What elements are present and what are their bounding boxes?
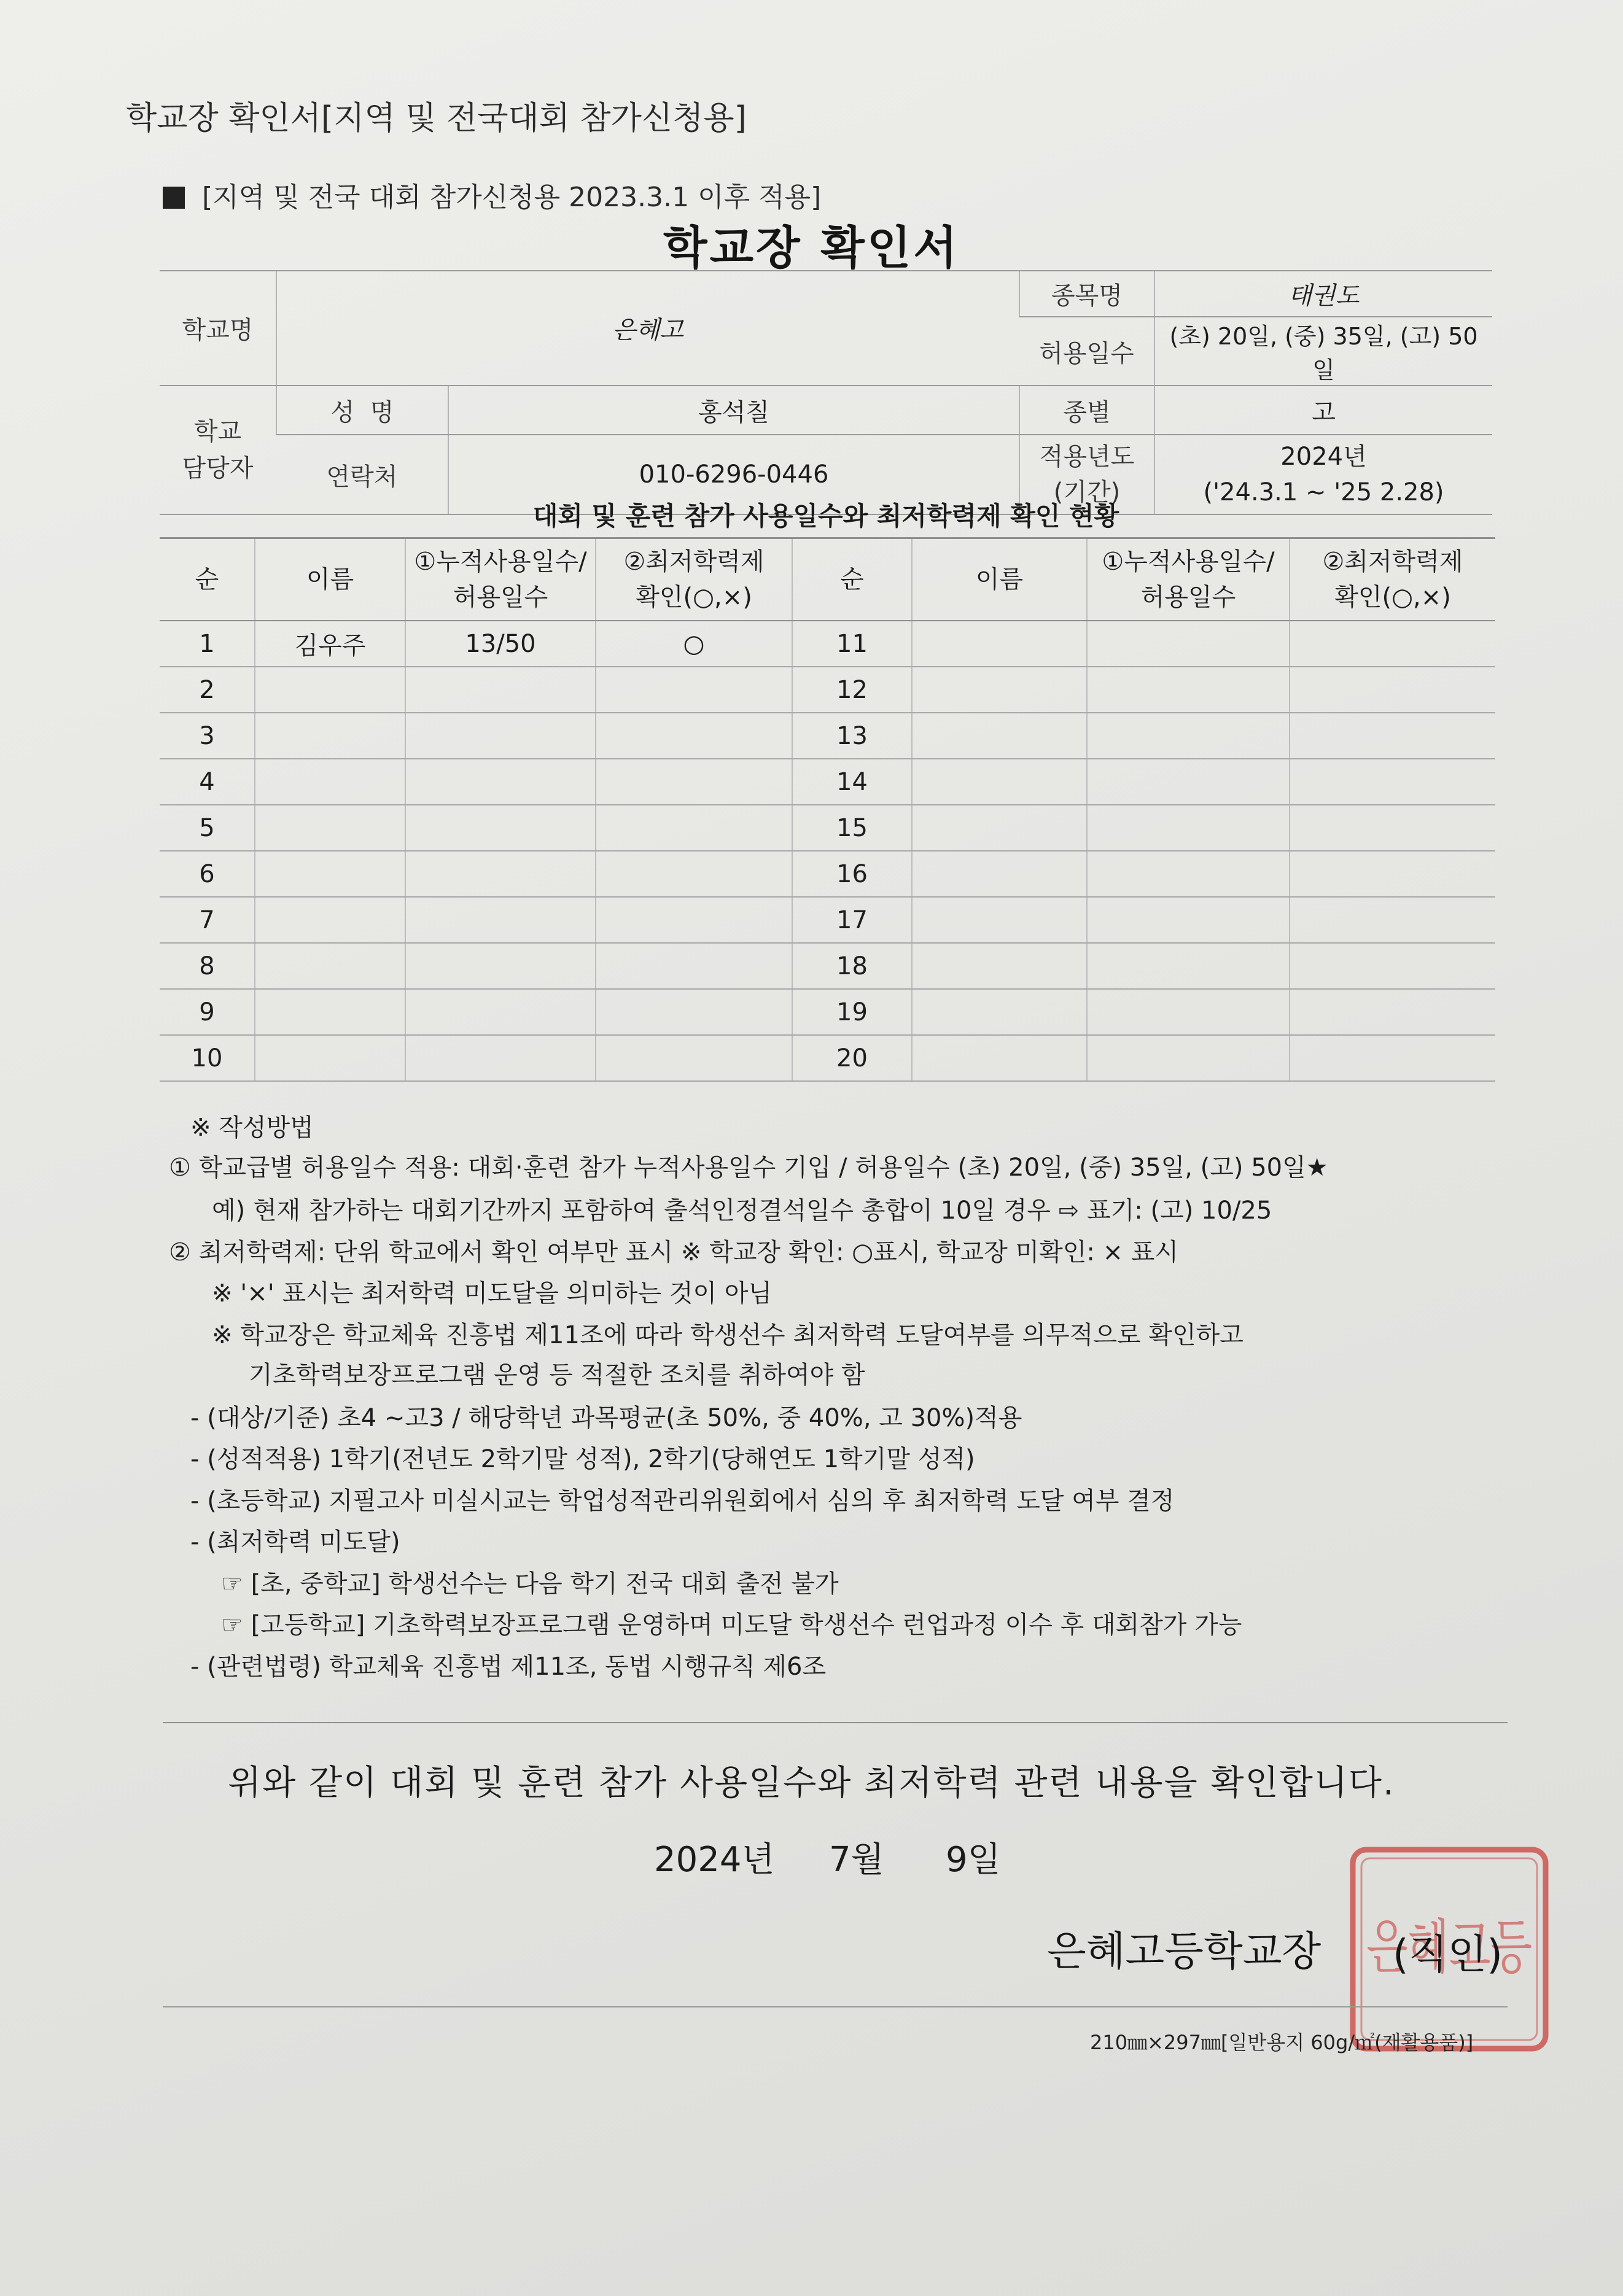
manager-label: 학교 담당자 xyxy=(160,386,276,514)
participants-table xyxy=(160,537,1495,1082)
table-cell: 16 xyxy=(792,851,912,897)
table-cell xyxy=(1087,943,1290,989)
bottom-divider xyxy=(163,2006,1508,2007)
table-cell xyxy=(1290,621,1495,667)
table-cell: 15 xyxy=(792,805,912,851)
table-cell xyxy=(596,1035,792,1081)
table-cell xyxy=(1290,805,1495,851)
table-cell xyxy=(1290,667,1495,713)
instruction-line: ① 학교급별 허용일수 적용: 대회·훈련 참가 누적사용일수 기입 / 허용일수 (초) 20일, (중) 35일, (고) 50일★ xyxy=(169,1154,1328,1182)
bullet-square-icon xyxy=(163,187,185,209)
table-cell: 김우주 xyxy=(255,621,405,667)
table-cell xyxy=(1087,897,1290,943)
contact-label: 연락처 xyxy=(276,435,448,514)
table-cell xyxy=(405,989,596,1035)
table-cell xyxy=(1290,713,1495,759)
table-cell: 17 xyxy=(792,897,912,943)
table-cell xyxy=(596,713,792,759)
table-cell xyxy=(912,713,1087,759)
main-title: 학교장 확인서 xyxy=(663,222,960,274)
table-cell xyxy=(1087,621,1290,667)
event-value: 태권도 xyxy=(1154,271,1492,317)
header-cell: ②최저학력제 확인(○,×) xyxy=(596,538,792,621)
section-title: 대회 및 훈련 참가 사용일수와 최저학력제 확인 현황 xyxy=(532,501,1119,531)
instruction-line: - (초등학교) 지필고사 미실시교는 학업성적관리위원회에서 심의 후 최저학력 도달 여부 결정 xyxy=(190,1487,1175,1515)
table-cell xyxy=(1290,943,1495,989)
table-cell xyxy=(1290,1035,1495,1081)
table-cell xyxy=(912,851,1087,897)
table-cell: 9 xyxy=(160,989,255,1035)
table-cell: 6 xyxy=(160,851,255,897)
table-cell xyxy=(405,667,596,713)
table-cell: 13/50 xyxy=(405,621,596,667)
table-cell: 8 xyxy=(160,943,255,989)
table-cell xyxy=(596,897,792,943)
date-day: 9일 xyxy=(946,1840,1001,1880)
instructions-heading: ※ 작성방법 xyxy=(190,1114,314,1142)
table-cell xyxy=(1087,1035,1290,1081)
table-cell xyxy=(912,897,1087,943)
subtitle-text: [지역 및 전국 대회 참가신청용 2023.3.1 이후 적용] xyxy=(202,182,822,213)
instruction-line: ※ 학교장은 학교체육 진흥법 제11조에 따라 학생선수 최저학력 도달여부를 의무적으로 확인하고 xyxy=(212,1321,1244,1349)
table-cell xyxy=(405,851,596,897)
instruction-line: ☞ [초, 중학교] 학생선수는 다음 학기 전국 대회 출전 불가 xyxy=(221,1570,839,1598)
table-cell xyxy=(1290,851,1495,897)
table-cell xyxy=(596,759,792,805)
table-cell xyxy=(1087,759,1290,805)
table-cell: 1 xyxy=(160,621,255,667)
header-cell: ①누적사용일수/ 허용일수 xyxy=(1087,538,1290,621)
table-cell xyxy=(912,621,1087,667)
table-cell xyxy=(1087,851,1290,897)
principal-name: 은혜고등학교장 xyxy=(1047,1928,1321,1975)
table-row xyxy=(160,805,1495,851)
table-cell xyxy=(1087,667,1290,713)
days-label: 허용일수 xyxy=(1019,317,1154,386)
table-cell xyxy=(405,943,596,989)
table-cell xyxy=(255,897,405,943)
table-cell: 12 xyxy=(792,667,912,713)
table-cell xyxy=(255,805,405,851)
table-cell xyxy=(596,851,792,897)
name-value: 홍석칠 xyxy=(448,386,1019,435)
table-cell: 18 xyxy=(792,943,912,989)
table-row xyxy=(160,943,1495,989)
table-cell xyxy=(1087,989,1290,1035)
header-cell: 이름 xyxy=(255,538,405,621)
instruction-line: - (관련법령) 학교체육 진흥법 제11조, 동법 시행규칙 제6조 xyxy=(190,1653,827,1681)
table-cell: 14 xyxy=(792,759,912,805)
instruction-line: - (성적적용) 1학기(전년도 2학기말 성적), 2학기(당해연도 1학기말 성적) xyxy=(190,1445,975,1473)
type-value: 고 xyxy=(1154,386,1492,435)
table-cell: 5 xyxy=(160,805,255,851)
document-subtitle xyxy=(163,175,821,214)
table-cell xyxy=(912,1035,1087,1081)
header-cell: ②최저학력제 확인(○,×) xyxy=(1290,538,1495,621)
table-header-row xyxy=(160,538,1495,621)
table-row xyxy=(160,1035,1495,1081)
table-cell: 13 xyxy=(792,713,912,759)
table-row xyxy=(160,713,1495,759)
instruction-line: ② 최저학력제: 단위 학교에서 확인 여부만 표시 ※ 학교장 확인: ○표시, 학교장 미확인: × 표시 xyxy=(169,1238,1179,1266)
instruction-line: 기초학력보장프로그램 운영 등 적절한 조치를 취하여야 함 xyxy=(249,1361,865,1389)
table-row xyxy=(160,667,1495,713)
instruction-line: - (대상/기준) 초4 ~고3 / 해당학년 과목평균(초 50%, 중 40%, 고 30%)적용 xyxy=(190,1404,1022,1432)
type-label: 종별 xyxy=(1019,386,1154,435)
table-cell xyxy=(405,759,596,805)
table-cell xyxy=(255,943,405,989)
school-value: 은혜고 xyxy=(276,271,1019,386)
table-cell xyxy=(1290,989,1495,1035)
table-cell xyxy=(1087,713,1290,759)
instruction-line: - (최저학력 미도달) xyxy=(190,1528,400,1556)
table-row xyxy=(160,897,1495,943)
header-cell: ①누적사용일수/ 허용일수 xyxy=(405,538,596,621)
table-cell xyxy=(912,805,1087,851)
table-cell xyxy=(912,759,1087,805)
date-month: 7월 xyxy=(829,1840,884,1880)
table-cell xyxy=(405,805,596,851)
table-cell: 2 xyxy=(160,667,255,713)
table-cell: 11 xyxy=(792,621,912,667)
contact-value: 010-6296-0446 xyxy=(448,435,1019,514)
table-cell xyxy=(255,989,405,1035)
table-cell xyxy=(255,667,405,713)
table-cell: 20 xyxy=(792,1035,912,1081)
header-cell: 순 xyxy=(792,538,912,621)
table-row xyxy=(160,759,1495,805)
table-cell xyxy=(255,1035,405,1081)
table-cell xyxy=(912,667,1087,713)
table-row xyxy=(160,851,1495,897)
table-cell xyxy=(255,851,405,897)
table-cell xyxy=(912,989,1087,1035)
table-cell xyxy=(596,989,792,1035)
footer-divider xyxy=(163,1722,1508,1723)
table-cell: 3 xyxy=(160,713,255,759)
table-cell xyxy=(405,897,596,943)
table-cell: 10 xyxy=(160,1035,255,1081)
header-cell: 이름 xyxy=(912,538,1087,621)
table-cell xyxy=(1290,759,1495,805)
table-cell: ○ xyxy=(596,621,792,667)
confirmation-statement: 위와 같이 대회 및 훈련 참가 사용일수와 최저학력 관련 내용을 확인합니다. xyxy=(228,1763,1395,1803)
table-cell xyxy=(405,1035,596,1081)
table-cell xyxy=(596,667,792,713)
table-cell xyxy=(596,943,792,989)
school-label: 학교명 xyxy=(160,271,276,386)
days-value: (초) 20일, (중) 35일, (고) 50일 xyxy=(1154,317,1492,386)
table-cell: 7 xyxy=(160,897,255,943)
table-cell xyxy=(596,805,792,851)
table-cell: 19 xyxy=(792,989,912,1035)
info-table xyxy=(160,270,1492,515)
table-row xyxy=(160,621,1495,667)
table-cell xyxy=(255,759,405,805)
table-cell xyxy=(912,943,1087,989)
table-cell xyxy=(405,713,596,759)
year-label: 적용년도 (기간) xyxy=(1019,435,1154,514)
paper-spec: 210㎜×297㎜[일반용지 60g/㎡(재활용품)] xyxy=(1090,2031,1474,2054)
table-cell xyxy=(1087,805,1290,851)
seal-note: (직인) xyxy=(1393,1931,1503,1978)
date-year: 2024년 xyxy=(654,1840,775,1880)
document-header: 학교장 확인서[지역 및 전국대회 참가신청용] xyxy=(126,100,747,137)
table-cell xyxy=(255,713,405,759)
instruction-line: 예) 현재 참가하는 대회기간까지 포함하여 출석인정결석일수 총합이 10일 경우 ⇨ 표기: (고) 10/25 xyxy=(212,1196,1272,1225)
seal-text: 은혜고등 xyxy=(1366,1913,1532,1982)
year-value: 2024년 ('24.3.1 ~ '25 2.28) xyxy=(1154,435,1492,514)
instruction-line: ☞ [고등학교] 기초학력보장프로그램 운영하며 미도달 학생선수 런업과정 이수 후 대회참가 가능 xyxy=(221,1611,1242,1639)
table-cell: 4 xyxy=(160,759,255,805)
header-cell: 순 xyxy=(160,538,255,621)
table-cell xyxy=(1290,897,1495,943)
name-label: 성 명 xyxy=(276,386,448,435)
event-label: 종목명 xyxy=(1019,271,1154,317)
table-row xyxy=(160,989,1495,1035)
instruction-line: ※ '×' 표시는 최저학력 미도달을 의미하는 것이 아님 xyxy=(212,1279,773,1308)
